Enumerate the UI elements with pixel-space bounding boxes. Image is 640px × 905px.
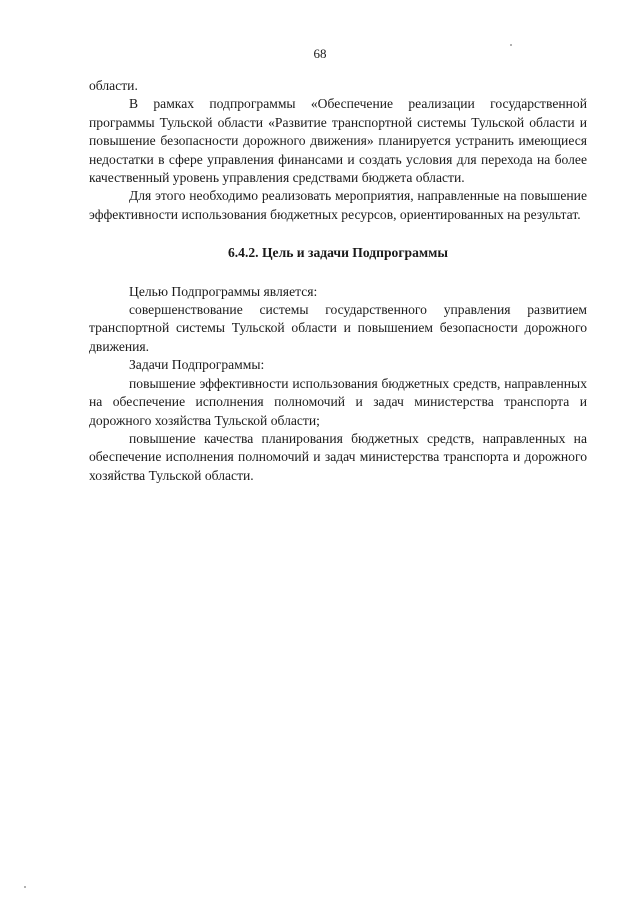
paragraph-goal: совершенствование системы государственного управления развитием транспортной системы Тульской области и повышением безопасности дорожного движения. (89, 302, 587, 354)
paragraph-continuation: области. (89, 78, 138, 93)
paragraph-task-1: повышение эффективности использования бюджетных средств, направленных на обеспечение исполнения полномочий и задач министерства транспорта и дорожного хозяйства Тульской области; (89, 375, 587, 428)
paragraph-task-2: повышение качества планирования бюджетных средств, направленных на обеспечение исполнения полномочий и задач министерства транспорта и дорожного хозяйства Тульской области. (89, 430, 587, 483)
scan-artifact-dot (24, 886, 26, 888)
section-heading: 6.4.2. Цель и задачи Подпрограммы (227, 245, 449, 261)
paragraph-subprogram-plan: В рамках подпрограммы «Обеспечение реализации государственной программы Тульской области «Развитие транспортной системы Тульской области и повышение безопасности дорожного движения» планируется устранить имеющиеся недостатки в сфере управления финансами и создать условия для перехода на более качественный уровень управления средствами бюджета области. (89, 96, 587, 186)
paragraph-measures: Для этого необходимо реализовать мероприятия, направленные на повышение эффективности использования бюджетных ресурсов, ориентированных на результат. (89, 188, 587, 222)
page-number: 68 (313, 46, 327, 61)
document-body (89, 77, 587, 485)
paragraph-tasks-intro: Задачи Подпрограммы: (129, 357, 265, 373)
paragraph-goal-intro: Целью Подпрограммы является: (129, 283, 318, 299)
scan-artifact-dot (510, 44, 512, 46)
